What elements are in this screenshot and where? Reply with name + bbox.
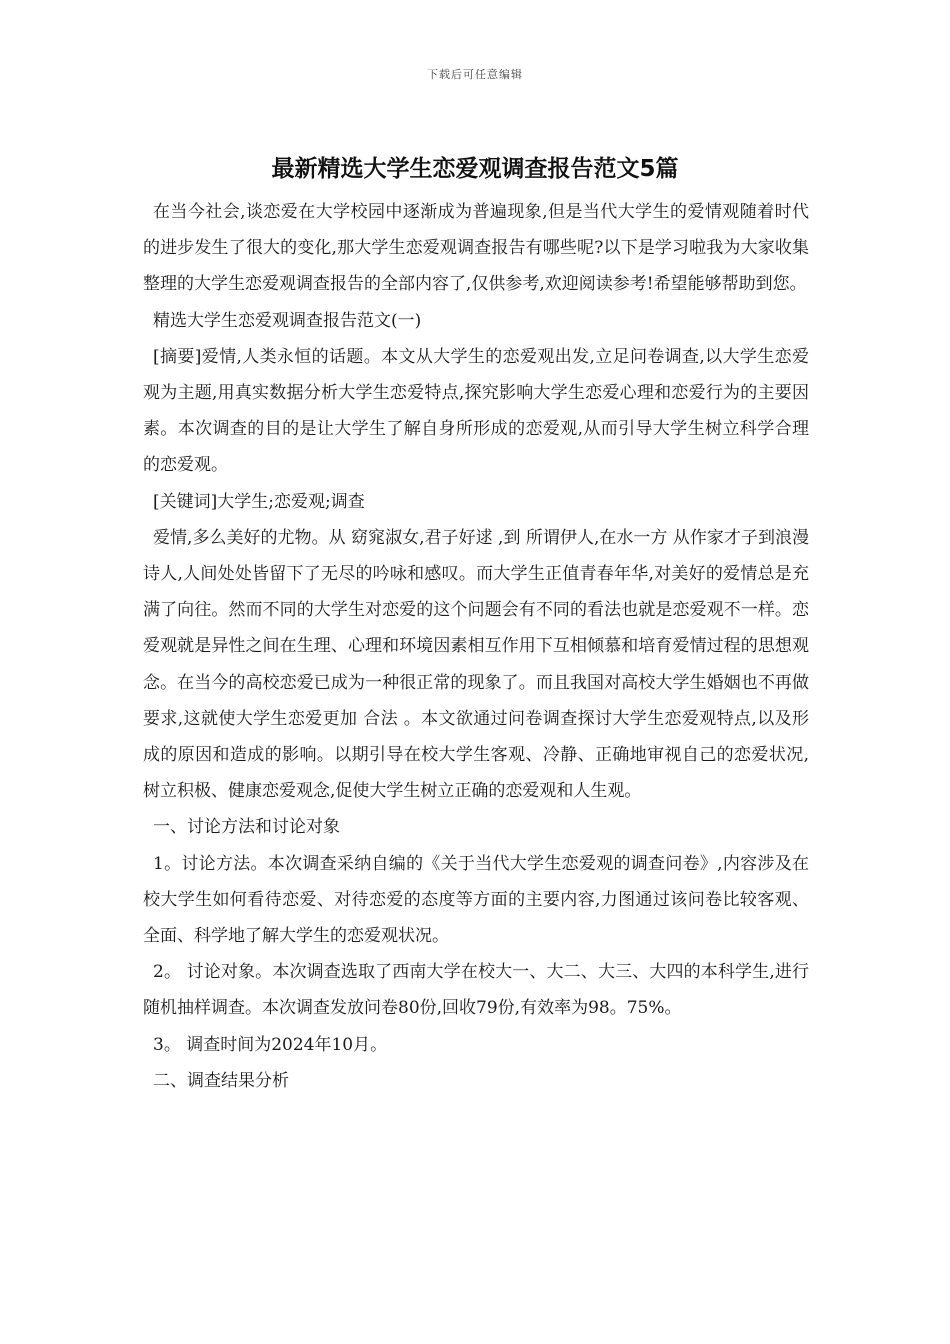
- body-paragraph-love: 爱情,多么美好的尤物。从 窈窕淑女,君子好逑 ,到 所谓伊人,在水一方 从作家才子到浪漫诗人,人间处处皆留下了无尽的吟咏和感叹。而大学生正值青春年华,对美好的爱情总是充满了向往。然而不同的大学生对恋爱的这个问题会有不同的看法也就是恋爱观不一样。恋爱观就是异性之间在生理、心理和环境因素相互作用下互相倾慕和培育爱情过程的思想观念。在当今的高校恋爱已成为一种很正常的现象了。而且我国对高校大学生婚姻也不再做要求,这就使大学生恋爱更加 合法 。本文欲通过问卷调查探讨大学生恋爱观特点,以及形成的原因和造成的影响。以期引导在校大学生客观、冷静、正确地审视自己的恋爱状况,树立积极、健康恋爱观念,促使大学生树立正确的恋爱观和人生观。: [143, 527, 809, 802]
- document-body: [143, 194, 809, 1099]
- method-item-2: 2。 讨论对象。本次调查选取了西南大学在校大一、大二、大三、大四的本科学生,进行随机抽样调查。本次调查发放问卷80份,回收79份,有效率为98。75%。: [143, 962, 809, 1019]
- abstract-paragraph: [摘要]爱情,人类永恒的话题。本文从大学生的恋爱观出发,立足问卷调查,以大学生恋爱观为主题,用真实数据分析大学生恋爱特点,探究影响大学生恋爱心理和恋爱行为的主要因素。本次调查的目的是让大学生了解自身所形成的恋爱观,从而引导大学生树立科学合理的恋爱观。: [143, 346, 809, 476]
- document-title: 最新精选大学生恋爱观调查报告范文5篇: [271, 156, 679, 182]
- section-heading-methods: 一、讨论方法和讨论对象: [153, 817, 340, 838]
- section-heading-results: 二、调查结果分析: [153, 1070, 289, 1091]
- method-item-1: 1。讨论方法。本次调查采纳自编的《关于当代大学生恋爱观的调查问卷》,内容涉及在校大学生如何看待恋爱、对待恋爱的态度等方面的主要内容,力图通过该问卷比较客观、全面、科学地了解大学生的恋爱观状况。: [143, 853, 809, 947]
- intro-paragraph: 在当今社会,谈恋爱在大学校园中逐渐成为普遍现象,但是当代大学生的爱情观随着时代的进步发生了很大的变化,那大学生恋爱观调查报告有哪些呢?以下是学习啦我为大家收集整理的大学生恋爱观调查报告的全部内容了,仅供参考,欢迎阅读参考!希望能够帮助到您。: [143, 202, 809, 295]
- section-heading-sample-one: 精选大学生恋爱观调查报告范文(一): [153, 310, 422, 331]
- header-note: 下载后可任意编辑: [427, 68, 523, 81]
- method-item-3: 3。 调查时间为2024年10月。: [153, 1034, 388, 1055]
- keywords-paragraph: [关键词]大学生;恋爱观;调查: [153, 491, 365, 512]
